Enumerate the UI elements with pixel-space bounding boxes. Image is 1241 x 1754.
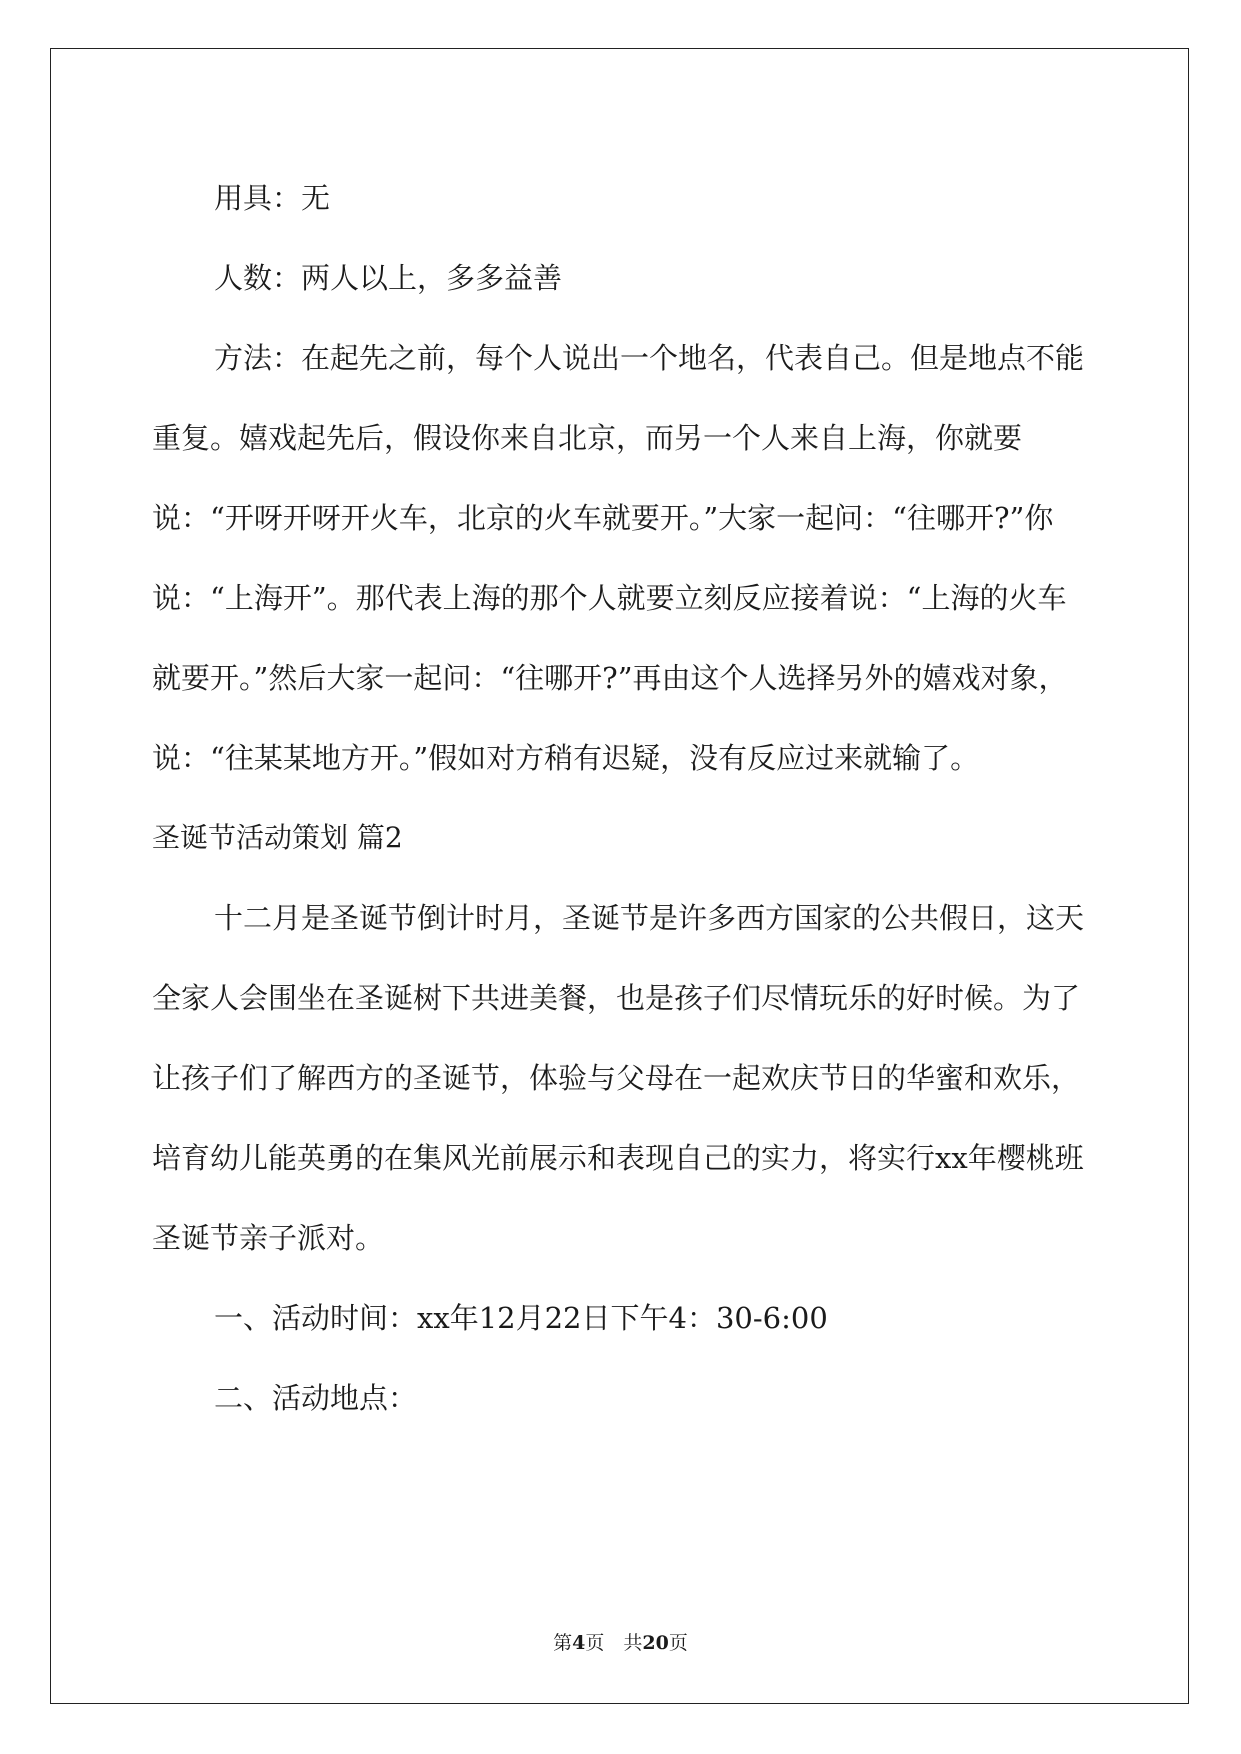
page-total: 20 bbox=[642, 1632, 669, 1654]
paragraph-method: 方法：在起先之前，每个人说出一个地名，代表自己。但是地点不能重复。嬉戏起先后，假设你来自北京，而另一个人来自上海，你就要说：“开呀开呀开火车，北京的火车就要开。”大家一起问：“往哪开?”你说：“上海开”。那代表上海的那个人就要立刻反应接着说：“上海的火车就要开。”然后大家一起问：“往哪开?”再由这个人选择另外的嬉戏对象，说：“往某某地方开。”假如对方稍有迟疑，没有反应过来就输了。 bbox=[152, 341, 1085, 775]
page-suffix: 页 bbox=[668, 1632, 688, 1654]
paragraph-tools: 用具：无 bbox=[214, 181, 331, 215]
page-mid: 页 共 bbox=[585, 1632, 643, 1654]
section-heading: 圣诞节活动策划 篇2 bbox=[152, 821, 403, 854]
page-footer bbox=[0, 1628, 1241, 1655]
page-current: 4 bbox=[572, 1632, 586, 1654]
paragraph-intro: 十二月是圣诞节倒计时月，圣诞节是许多西方国家的公共假日，这天全家人会围坐在圣诞树下共进美餐，也是孩子们尽情玩乐的好时候。为了让孩子们了解西方的圣诞节，体验与父母在一起欢庆节日的华蜜和欢乐，培育幼儿能英勇的在集风光前展示和表现自己的实力，将实行xx年樱桃班圣诞节亲子派对。 bbox=[152, 901, 1085, 1255]
page-prefix: 第 bbox=[553, 1632, 573, 1654]
paragraph-players: 人数：两人以上，多多益善 bbox=[214, 261, 563, 295]
document-body bbox=[152, 158, 1092, 1438]
paragraph-activity-time: 一、活动时间：xx年12月22日下午4：30-6:00 bbox=[214, 1301, 828, 1335]
paragraph-activity-location: 二、活动地点： bbox=[214, 1381, 418, 1415]
